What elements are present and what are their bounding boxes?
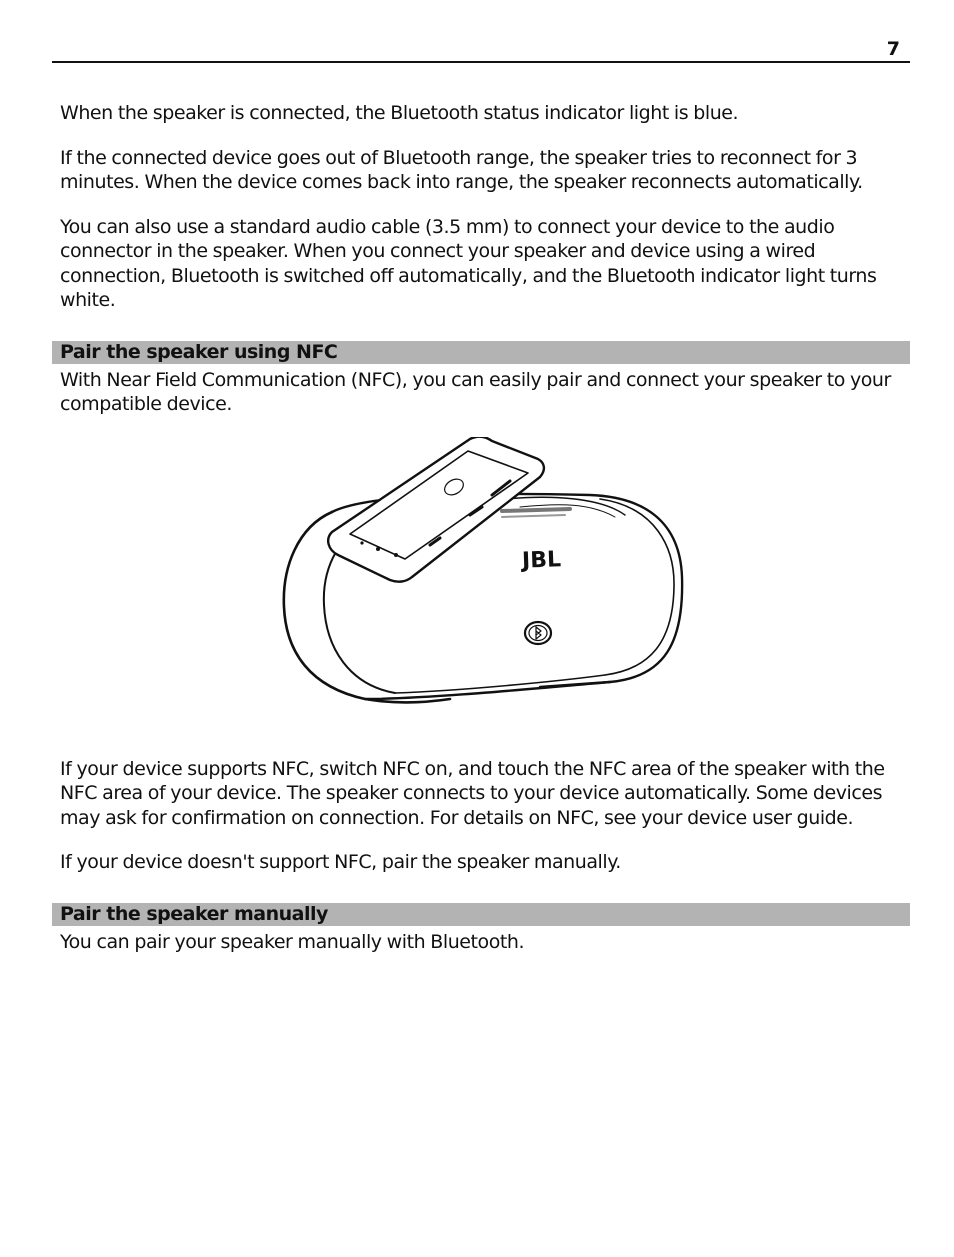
paragraph-audio-cable: You can also use a standard audio cable (3.5 mm) to connect your device to the audio connector in the speaker. When you connect your speaker and device using a wired connection, Bluetooth is switched off automatically, and the Bluetooth indicator light turns white. <box>60 215 877 311</box>
page-number: 7 <box>886 38 900 60</box>
header-rule <box>52 61 910 63</box>
section-heading-manual: Pair the speaker manually <box>52 903 910 926</box>
paragraph-manual-intro: You can pair your speaker manually with Bluetooth. <box>60 930 525 953</box>
speaker-phone-illustration <box>60 437 906 729</box>
paragraph-connected-status: When the speaker is connected, the Bluetooth status indicator light is blue. <box>60 102 739 124</box>
speaker-illustration <box>270 437 690 727</box>
speaker-bottom-edge <box>365 682 610 699</box>
paragraph-reconnect: If the connected device goes out of Bluetooth range, the speaker tries to reconnect for 3 minutes. When the device comes back into range, the speaker reconnects automatically. <box>60 146 863 193</box>
speaker-front-right <box>600 499 674 675</box>
bluetooth-icon <box>536 627 541 639</box>
section-heading-nfc: Pair the speaker using NFC <box>52 341 910 364</box>
nfc-area-mark <box>502 509 570 511</box>
paragraph-nfc-intro: With Near Field Communication (NFC), you can easily pair and connect your speaker to your compatible device. <box>60 368 891 415</box>
paragraph-nfc-unsupported: If your device doesn't support NFC, pair the speaker manually. <box>60 851 621 873</box>
page-content <box>60 101 906 974</box>
paragraph-nfc-steps: If your device supports NFC, switch NFC on, and touch the NFC area of the speaker with the NFC area of your device. The speaker connects to your device automatically. Some devices may ask for confirmation on connection. For details on NFC, see your device user guide. <box>60 757 885 829</box>
bluetooth-button <box>525 622 551 644</box>
brand-logo: JBL <box>521 546 562 574</box>
